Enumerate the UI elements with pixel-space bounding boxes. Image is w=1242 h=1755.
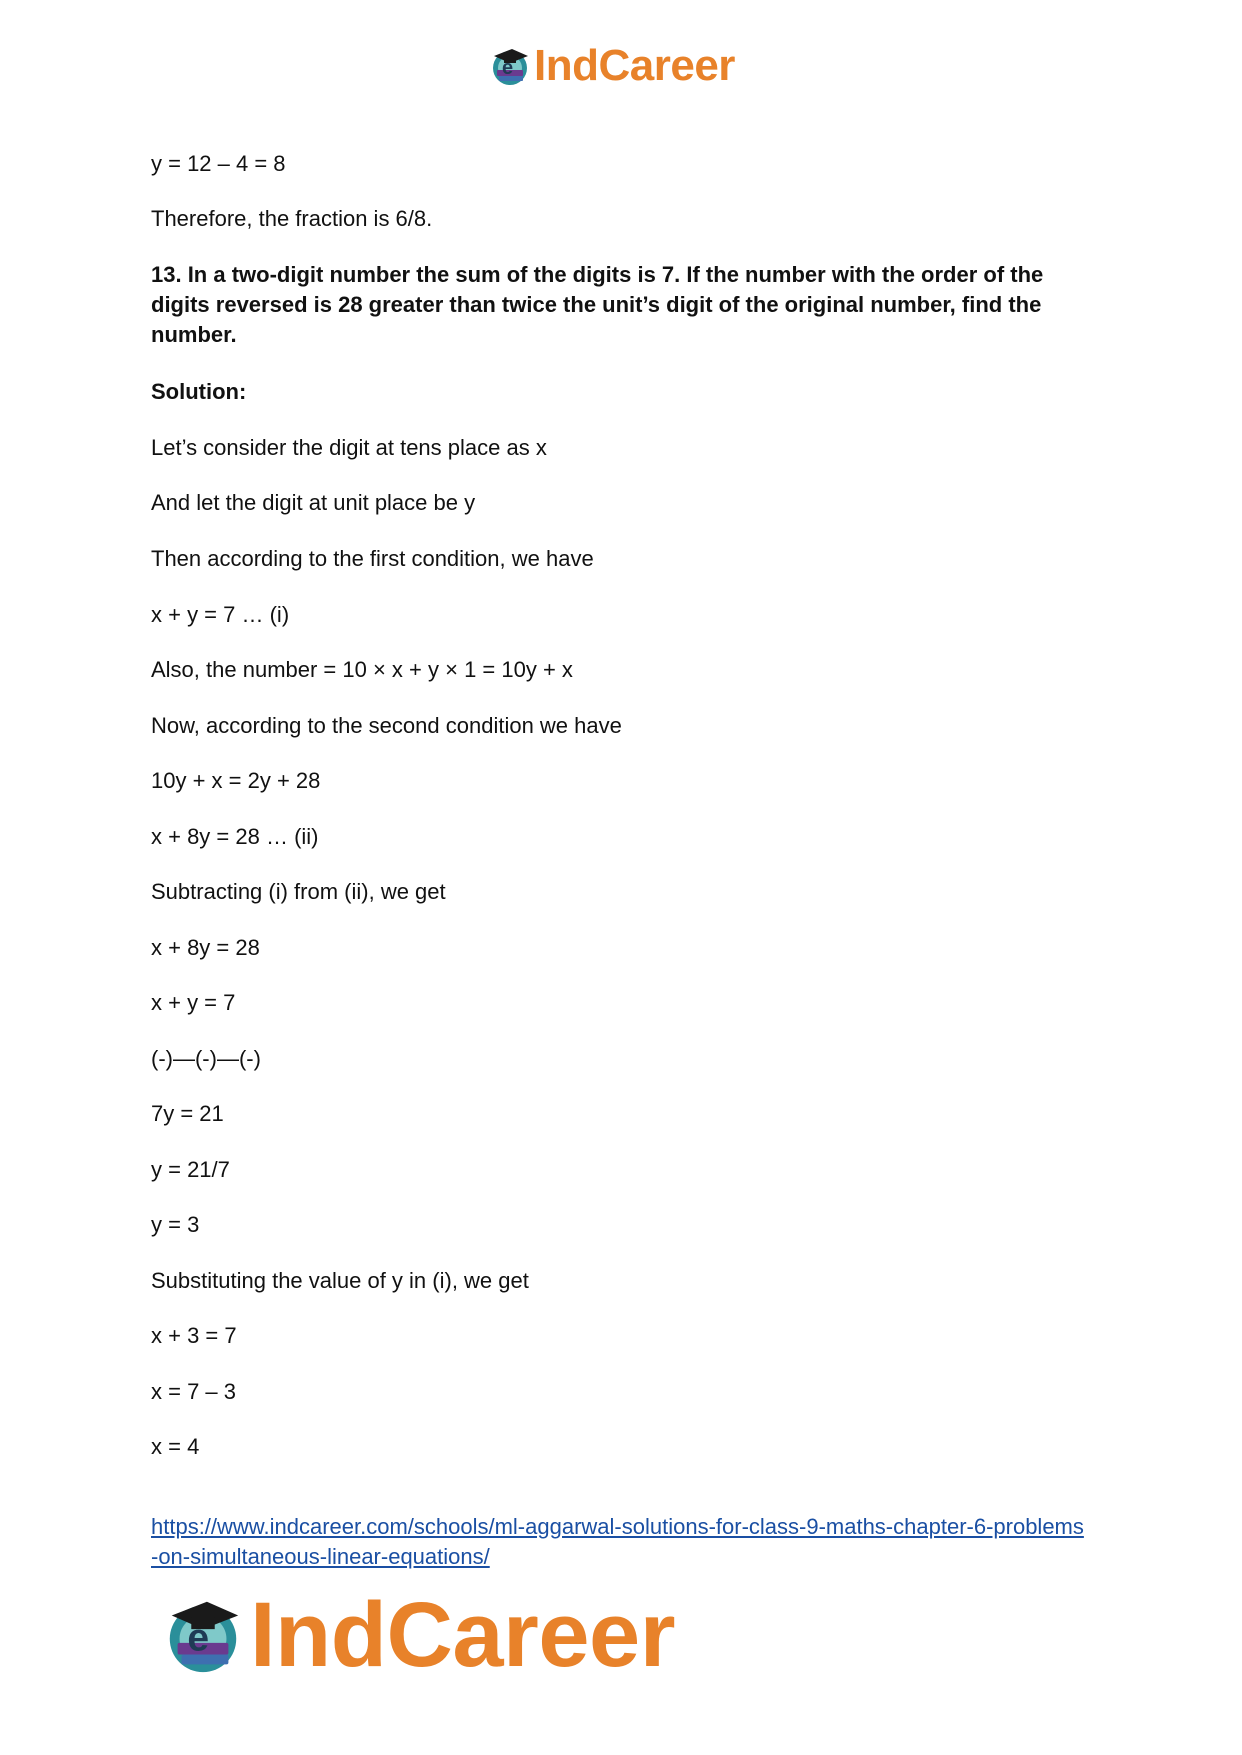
equation-line: x = 4 (151, 1434, 200, 1459)
text-line: And let the digit at unit place be y (151, 490, 476, 515)
footer-logo-text: IndCareer (250, 1584, 675, 1686)
equation-line: x = 7 – 3 (151, 1379, 237, 1404)
graduation-globe-icon (160, 1592, 246, 1678)
equation-line: 7y = 21 (151, 1101, 224, 1126)
solution-heading: Solution: (151, 379, 247, 404)
question-13: 13. In a two-digit number the sum of the digits is 7. If the number with the order of the digits reversed is 28 greater than twice the unit’s digit of the original number, find the number. (151, 262, 1044, 347)
svg-text:e: e (187, 1616, 210, 1660)
equation-line: 10y + x = 2y + 28 (151, 768, 321, 793)
header-logo-text: IndCareer (534, 41, 735, 90)
equation-line: y = 21/7 (151, 1157, 230, 1182)
equation-line: y = 3 (151, 1212, 200, 1237)
equation-line: x + 3 = 7 (151, 1323, 237, 1348)
text-line: Also, the number = 10 × x + y × 1 = 10y + x (151, 657, 573, 682)
equation-line: x + 8y = 28 (151, 935, 260, 960)
equation-line: (-)—(-)—(-) (151, 1046, 261, 1071)
text-line: Then according to the first condition, we have (151, 546, 594, 571)
graduation-globe-icon (488, 44, 532, 88)
text-line: Subtracting (i) from (ii), we get (151, 879, 446, 904)
text-line: Therefore, the fraction is 6/8. (151, 206, 433, 231)
text-line: Now, according to the second condition we have (151, 713, 622, 738)
source-link[interactable]: https://www.indcareer.com/schools/ml-aggarwal-solutions-for-class-9-maths-chapter-6-problems-on-simultaneous-linear-equations/ (151, 1514, 1084, 1569)
text-line: Let’s consider the digit at tens place as x (151, 435, 547, 460)
text-line: y = 12 – 4 = 8 (151, 151, 286, 176)
equation-line: x + y = 7 … (i) (151, 602, 290, 627)
text-line: Substituting the value of y in (i), we get (151, 1268, 529, 1293)
footer-logo (160, 1585, 675, 1685)
equation-line: x + 8y = 28 … (ii) (151, 824, 319, 849)
equation-line: x + y = 7 (151, 990, 236, 1015)
header-logo (488, 40, 735, 92)
svg-text:e: e (502, 57, 514, 79)
